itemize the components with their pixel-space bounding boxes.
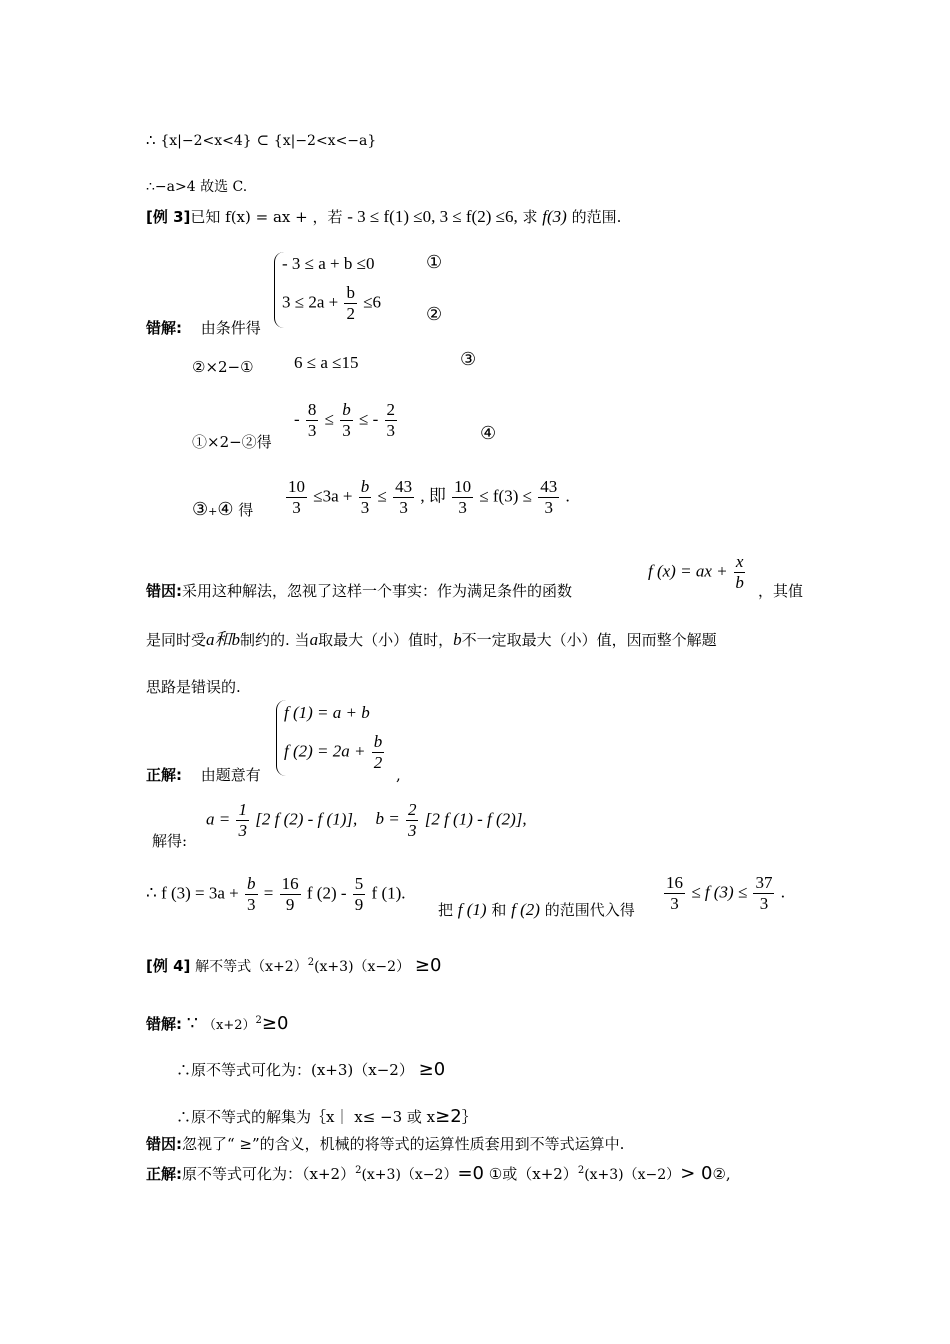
f3-expression: ∴ f (3) = 3a + $\frac{b}{3}$ = $\frac{16}{9}$ f (2) - $\frac{5}{9}$ f (1). [146, 874, 406, 914]
wrong-4-label: 错解: [146, 1015, 182, 1033]
example-4-tag: [例 4] [146, 957, 191, 975]
f3-range-result: $\frac{16}{3}$ ≤ f (3) ≤ $\frac{37}{3}$ . [666, 873, 785, 913]
cause-4-line: 错因:忽视了“ ≥”的含义，机械的将等式的运算性质套用到不等式运算中. [146, 1135, 625, 1153]
step-2-expr: - $\frac{8}{3}$ ≤ $\frac{b}{3}$ ≤ - $\frac{2}{3}$ [294, 400, 396, 440]
cause-line-1: 错因:采用这种解法，忽视了这样一个事实：作为满足条件的函数 [146, 582, 573, 600]
solve-label: 解得: [152, 832, 188, 850]
example-4-statement: [例 4] 解不等式$(x+2)^2(x+3)(x-2) \ge 0$ [146, 955, 442, 976]
example-3-tag: [例 3] [146, 208, 191, 226]
cause-line-2: 是同时受a和b制约的. 当a取最大（小）值时，b不一定取最大（小）值，因而整个解题 [146, 630, 717, 649]
wrong-solution-heading [146, 318, 261, 338]
cause-function: f (x) = ax + $\frac{x}{b}$ [648, 552, 744, 592]
example-3-ask-post: 的范围. [571, 208, 622, 226]
correct-heading: 正解: 由题意有 [146, 766, 261, 784]
circle-1-label: ① [426, 252, 443, 273]
therefore-symbol: ∴ [146, 131, 156, 149]
correct-system-eq2: f (2) = 2a + $\frac{b}{2}$ [284, 732, 383, 772]
example-3-statement [146, 207, 621, 227]
solve-ab-expr: a = $\frac{1}{3}$ [2 f (2) - f (1)], b = $\frac{2}{3}$ [2 f (1) - f (2)], [206, 800, 527, 840]
wrong-4-line-2: ∴原不等式可化为：(x+3)（x−2） ≥0 [176, 1059, 446, 1080]
wrong-text: 由条件得 [200, 319, 261, 337]
circle-3-label: ③ [460, 349, 477, 370]
wrong-system-eq1: - 3 ≤ a + b ≤0 [282, 254, 375, 273]
example-3-ask-pre: 求 [522, 208, 538, 226]
correct-label: 正解: [146, 766, 182, 784]
conclusion-line: ∴−a>4 故选 C. [146, 179, 248, 195]
correct-4-label: 正解: [146, 1165, 182, 1183]
step-1-expr: 6 ≤ a ≤15 [294, 353, 359, 372]
step-2-label: ①×2−②得 [192, 433, 272, 451]
cause-label: 错因: [146, 582, 182, 600]
cause-line-1-end: ，其值 [758, 582, 804, 600]
step-1-label: ②×2−① [192, 358, 254, 376]
wrong-label: 错解: [146, 319, 182, 337]
cause-4-label: 错因: [146, 1135, 182, 1153]
wrong-system-eq2: 3 ≤ 2a + $\frac{b}{2}$ ≤6 [282, 283, 382, 323]
example-3-condition: - 3 ≤ f(1) ≤0, 3 ≤ f(2) ≤6, [347, 207, 518, 226]
step-3-expr: $\frac{10}{3}$ ≤3a + $\frac{b}{3}$ ≤ $\frac{43}{3}$ , 即 $\frac{10}{3}$ ≤ f(3) ≤ $\frac{43}{3}$ . [288, 477, 570, 517]
wrong-4-line-1: 错解: ∵ $(x+2)^2\ge 0$ [146, 1013, 289, 1034]
circle-2-label: ② [426, 304, 443, 325]
correct-4-line: 正解:原不等式可化为：$(x+2)^2(x+3)(x-2)=0$ ①或$(x+2)^2(x+3)(x-2)>$ 0②, [146, 1163, 731, 1184]
cause-line-3: 思路是错误的. [146, 678, 241, 696]
correct-comma: , [396, 766, 401, 784]
right-set: {x|−2<x<−a} [273, 133, 377, 149]
example-3-f3: f(3) [542, 207, 567, 226]
subset-symbol: ⊂ [256, 131, 270, 149]
wrong-4-line-3: ∴原不等式的解集为｛x｜ x≤ −3 或 x≥2｝ [176, 1106, 477, 1127]
example-3-intro: 已知 f(x) = ax + ，若 [190, 208, 343, 226]
set-relation-line [146, 130, 376, 151]
step-3-label: ③+④ 得 [192, 499, 254, 520]
correct-system-eq1: f (1) = a + b [284, 703, 370, 722]
substitute-text: 把 f (1) 和 f (2) 的范围代入得 [438, 900, 635, 919]
circle-4-label: ④ [480, 423, 497, 444]
left-set: {x|−2<x<4} [160, 133, 252, 149]
